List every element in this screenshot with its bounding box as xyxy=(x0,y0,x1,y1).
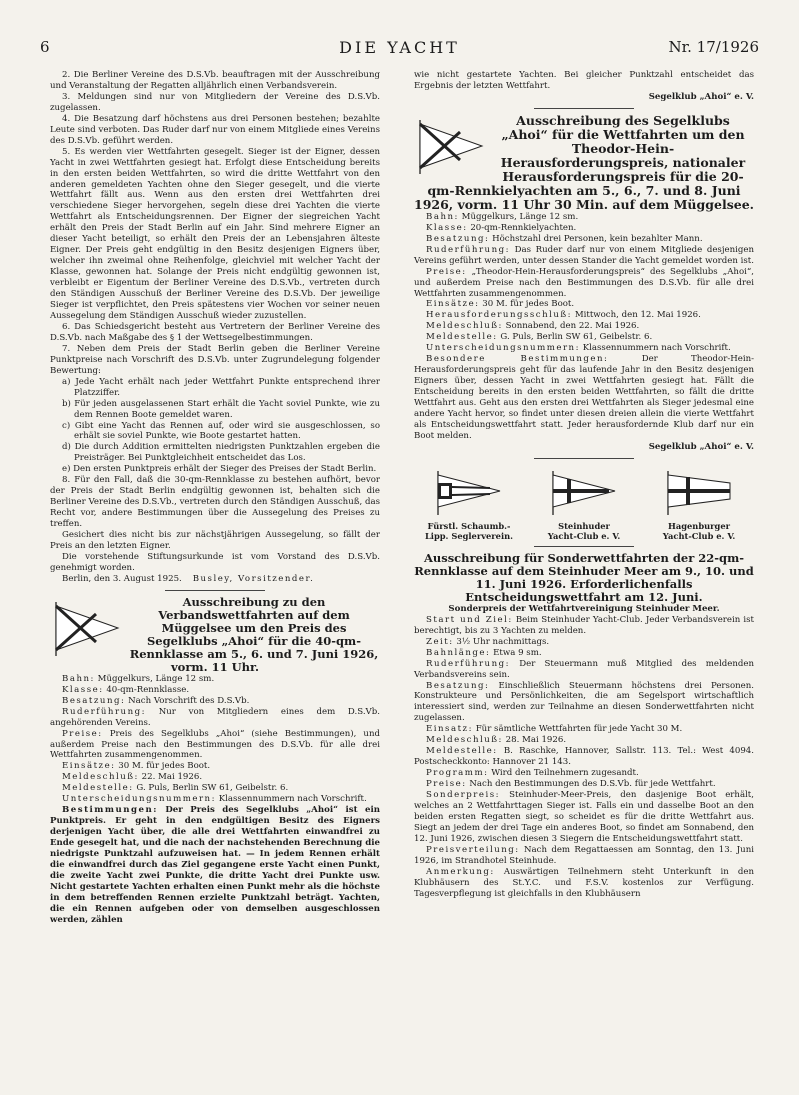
detail-label: Ruderführung: xyxy=(62,706,147,717)
announcement-details xyxy=(50,674,380,805)
detail-line xyxy=(414,212,754,223)
detail-value: Preis des Segelklubs „Ahoi“ (siehe Bestimmungen), und außerdem Preise nach den Bestimmungen des D.S.Vb. für alle drei Wettfahrten zusammengenommen. xyxy=(50,728,380,761)
detail-label: Programm: xyxy=(426,768,489,779)
detail-line xyxy=(414,299,754,310)
detail-line xyxy=(50,674,380,685)
detail-line xyxy=(414,681,754,725)
detail-line xyxy=(50,794,380,805)
flag-caption: Steinhuder xyxy=(558,520,610,531)
detail-label: Klasse: xyxy=(62,684,104,695)
detail-value: G. Puls, Berlin SW 61, Geibelstr. 6. xyxy=(136,783,289,794)
detail-value: 3½ Uhr nachmittags. xyxy=(456,636,550,647)
detail-line xyxy=(414,746,754,768)
detail-line xyxy=(414,245,754,267)
signature: Segelklub „Ahoi“ e. V. xyxy=(648,441,754,452)
detail-label: Ruderführung: xyxy=(426,658,511,669)
page-number: 6 xyxy=(40,38,50,56)
detail-value: Für sämtliche Wettfahrten für jede Yacht 30 M. xyxy=(475,724,683,735)
paragraph: Die vorstehende Stiftungsurkunde ist vom Vorstand des D.S.Vb. genehmigt worden. xyxy=(50,551,380,573)
detail-line xyxy=(414,735,754,746)
detail-label: Zeit: xyxy=(426,636,454,647)
detail-line xyxy=(50,696,380,707)
flag-caption: Fürstl. Schaumb.- xyxy=(427,520,511,531)
detail-label: Meldestelle: xyxy=(426,332,498,343)
detail-label: Meldestelle: xyxy=(426,746,498,757)
divider xyxy=(534,108,634,109)
detail-value: Wird den Teilnehmern zugesandt. xyxy=(491,768,639,779)
detail-line xyxy=(414,223,754,234)
detail-label: Bahn: xyxy=(62,673,95,684)
detail-label: Bahnlänge: xyxy=(426,647,491,658)
detail-line xyxy=(50,761,380,772)
detail-line xyxy=(414,321,754,332)
paragraph: 8. Für den Fall, daß die 30-qm-Rennklasse zu bestehen aufhört, bevor der Preis der Stadt Berlin endgültig gewonnen ist, behalten sich die Berliner Vereine des D.S.Vb., vertreten durch den Ständigen Ausschuß, das Recht vor, andere Bestimmungen über die Aussegelung des Preises zu treffen. xyxy=(50,475,380,530)
detail-label: Ruderführung: xyxy=(426,244,511,255)
detail-label: Unterscheidungsnummern: xyxy=(426,343,580,354)
detail-value: 40-qm-Rennklasse. xyxy=(106,684,190,695)
detail-value: Das Ruder darf nur von einem Mitgliede desjenigen Vereins geführt werden, unter dessen Stander die Yacht gemeldet worden ist. xyxy=(414,244,754,266)
detail-value: 22. Mai 1926. xyxy=(141,772,203,783)
paragraph: 5. Es werden vier Wettfahrten gesegelt. Sieger ist der Eigner, dessen Yacht in zwei Wettfahrten gesiegt hat. Erfolgt diese Entscheidung bereits in den ersten beiden Wettfahrten, so wird die dritte Wettfahrt von den anderen gemeldeten Yachten ohne den Sieger gesegelt, und die vierte Wettfahrt fällt aus. Wenn aus den ersten drei Wettfahrten drei verschiedene Sieger hervorgehen, segeln diese drei Yachten die vierte Wettfahrt als Entscheidungsrennen. Der Eigner der siegreichen Yacht erhält den Preis der Stadt Berlin auf ein Jahr. Sind mehrere Eigner an dieser Yacht beteiligt, so erhält den Preis der an Lebensjahren älteste Eigner. Der Preis geht endgültig in den Besitz desjenigen Eigners über, welcher ihn zweimal ohne Reihenfolge, gleichviel mit welcher Yacht der Klasse, gewonnen hat. Solange der Preis nicht endgültig gewonnen ist, verbleibt er Eigentum der Berliner Vereine des D.S.Vb., vertreten durch den Ständigen Ausschuß der Berliner Vereine des D.S.Vb. Der jeweilige Sieger ist verpflichtet, den Preis spätestens vier Wochen vor seiner neuen Aussegelung dem Ständigen Ausschuß wieder zuzustellen. xyxy=(50,146,380,321)
detail-value: 30 M. für jedes Boot. xyxy=(482,299,575,310)
detail-line xyxy=(414,659,754,681)
detail-label: Meldeschluß: xyxy=(62,772,139,783)
detail-line xyxy=(414,615,754,637)
detail-label: Einsatz: xyxy=(426,724,473,735)
detail-line xyxy=(414,768,754,779)
detail-label: Besondere Bestimmungen: xyxy=(426,354,609,365)
detail-value: Höchstzahl drei Personen, kein bezahlter Mann. xyxy=(492,233,703,244)
detail-value: Nach den Bestimmungen des D.S.Vb. für jede Wettfahrt. xyxy=(469,779,716,790)
detail-label: Preisverteilung: xyxy=(426,844,520,855)
detail-line xyxy=(414,267,754,300)
detail-value: 20-qm-Rennkielyachten. xyxy=(470,222,577,233)
signer: Busley, Vorsitzender. xyxy=(192,573,315,584)
announcement-22qm xyxy=(414,552,754,900)
ahoi-burgee-icon xyxy=(50,598,122,658)
detail-value: Auswärtigen Teilnehmern steht Unterkunft in den Klubhäusern des St.Y.C. und F.S.V. kostenlos zur Verfügung. Tagesverpflegung ist gleichfalls in den Klubhäusern xyxy=(414,866,754,899)
hagenburg-flag-icon xyxy=(664,469,734,517)
left-column xyxy=(50,70,380,926)
detail-value: Nach Vorschrift des D.S.Vb. xyxy=(128,695,250,706)
detail-value: Müggelkurs, Länge 12 sm. xyxy=(97,673,215,684)
detail-value: Mittwoch, den 12. Mai 1926. xyxy=(574,310,701,321)
flag-schaumburg xyxy=(414,469,524,541)
announcement-20qm xyxy=(414,114,754,453)
detail-label: Meldestelle: xyxy=(62,783,134,794)
journal-title: DIE YACHT xyxy=(339,38,460,57)
paragraph: 2. Die Berliner Vereine des D.S.Vb. beauftragen mit der Ausschreibung und Veranstaltung der Regatten alljährlich einen Verbandsverein. xyxy=(50,70,380,91)
detail-label: Preise: xyxy=(426,266,467,277)
detail-label: Besatzung: xyxy=(62,695,126,706)
special-rules xyxy=(50,805,380,925)
detail-line xyxy=(50,685,380,696)
detail-line xyxy=(50,772,380,783)
detail-line xyxy=(414,234,754,245)
paragraph: wie nicht gestartete Yachten. Bei gleicher Punktzahl entscheidet das Ergebnis der letzten Wettfahrt. xyxy=(414,70,754,91)
list-item: b) Für jeden ausgelassenen Start erhält die Yacht soviel Punkte, wie zu dem Rennen Boote gemeldet waren. xyxy=(62,398,380,420)
detail-value: Nach dem Regattaessen am Sonntag, den 13. Juni 1926, im Strandhotel Steinhude. xyxy=(414,844,754,866)
announcement-title: Ausschreibung des Segelklubs „Ahoi“ für die Wettfahrten um den Theodor-Hein-Herausforderungspreis, nationaler Herausforderungspreis für die 20-qm-Rennkielyachten am 5., 6., 7. und 8. Juni 1926, vorm. 11 Uhr 30 Min. auf dem Müggelsee. xyxy=(414,112,754,212)
detail-label: Besatzung: xyxy=(426,233,490,244)
rule-text: Der Preis des Segelklubs „Ahoi“ ist ein Punktpreis. Er geht in den endgültigen Besitz des Eigners derjenigen Yacht über, die alle drei Wettfahrten einwandfrei zu Ende gesegelt hat, und die nach der nachstehenden Berechnung die niedrigste Punktzahl aufzuweisen hat. — In jedem Rennen erhält die einwandfrei durch das Ziel gegangene erste Yacht einen Punkt, die zweite Yacht zwei Punkte, die dritte Yacht drei Punkte usw. Nicht gestartete Yachten erhalten einen Punkt mehr als die höchste in dem betreffenden Rennen erzielte Punktzahl beträgt. Yachten, die ein Rennen aufgeben oder von demselben ausgeschlossen werden, zählen xyxy=(50,805,380,925)
announcement-details xyxy=(414,615,754,900)
detail-value: Steinhuder-Meer-Preis, den dasjenige Boot erhält, welches an 2 Wettfahrttagen Sieger ist. Falls ein und dasselbe Boot an den beiden ersten Regatten siegt, so scheidet es für die dritte Wettfahrt aus. Siegt an jedem der drei Tage ein anderes Boot, so findet am Sonnabend, den 12. Juni 1926, zwischen diesen 3 Siegern die Entscheidungswettfahrt statt. xyxy=(414,790,754,844)
detail-label: Besatzung: xyxy=(426,680,490,691)
detail-label: Meldeschluß: xyxy=(426,321,503,332)
divider xyxy=(165,590,265,591)
detail-value: Klassennummern nach Vorschrift. xyxy=(218,794,367,805)
rule-label: Bestimmungen: xyxy=(62,805,158,816)
signature: Segelklub „Ahoi“ e. V. xyxy=(648,91,754,102)
detail-line xyxy=(414,310,754,321)
detail-line xyxy=(50,729,380,762)
detail-line xyxy=(50,783,380,794)
announcement-details xyxy=(414,212,754,442)
detail-label: Klasse: xyxy=(426,222,468,233)
detail-value: Der Steuermann muß Mitglied des meldenden Verbandsvereins sein. xyxy=(414,658,754,680)
flag-caption: Lipp. Seglerverein. xyxy=(424,530,514,541)
detail-line xyxy=(414,845,754,867)
detail-value: Beim Steinhuder Yacht-Club. Jeder Verbandsverein ist berechtigt, bis zu 3 Yachten zu melden. xyxy=(414,614,754,636)
flag-steinhuder xyxy=(529,469,639,541)
detail-line xyxy=(50,707,380,729)
right-column xyxy=(414,70,754,900)
announcement-subtitle: Sonderpreis der Wettfahrtvereinigung Steinhuder Meer. xyxy=(448,603,720,614)
detail-line xyxy=(414,332,754,343)
list-item: a) Jede Yacht erhält nach jeder Wettfahrt Punkte entsprechend ihrer Platzziffer. xyxy=(62,376,380,398)
date-text: Berlin, den 3. August 1925. xyxy=(62,573,182,584)
paragraph: 4. Die Besatzung darf höchstens aus drei Personen bestehen; bezahlte Leute sind verboten. Das Ruder darf nur von einem Mitgliede eines Vereins des D.S.Vb. geführt werden. xyxy=(50,113,380,146)
detail-label: Unterscheidungsnummern: xyxy=(62,794,216,805)
detail-line xyxy=(414,779,754,790)
detail-line xyxy=(414,637,754,648)
detail-line xyxy=(414,867,754,900)
page-header xyxy=(40,38,759,58)
flag-caption: Yacht-Club e. V. xyxy=(662,530,736,541)
divider xyxy=(534,458,634,459)
detail-value: Einschließlich Steuermann höchstens drei Personen. Konstrukteure und Persönlichkeiten, die am Segelsport wirtschaftlich interessiert sind, werden zur Teilnahme an diesen Sonderwettfahrten nicht zugelassen. xyxy=(414,680,754,724)
flag-caption: Hagenburger xyxy=(668,520,730,531)
detail-value: Müggelkurs, Länge 12 sm. xyxy=(461,211,579,222)
detail-label: Einsätze: xyxy=(426,299,480,310)
detail-value: Nur von Mitgliedern eines dem D.S.Vb. angehörenden Vereins. xyxy=(50,706,380,728)
divider xyxy=(534,546,634,547)
club-flags xyxy=(414,469,754,541)
detail-label: Sonderpreis: xyxy=(426,790,501,801)
detail-label: Preise: xyxy=(426,779,467,790)
ahoi-burgee-icon xyxy=(414,116,486,176)
list-item: c) Gibt eine Yacht das Rennen auf, oder wird sie ausgeschlossen, so erhält sie soviel Punkte, wie Boote gestartet hatten. xyxy=(62,420,380,442)
detail-line xyxy=(414,343,754,354)
detail-value: G. Puls, Berlin SW 61, Geibelstr. 6. xyxy=(500,332,653,343)
steinhuder-flag-icon xyxy=(549,469,619,517)
detail-label: Herausforderungsschluß: xyxy=(426,310,573,321)
paragraph: 7. Neben dem Preis der Stadt Berlin geben die Berliner Vereine Punktpreise nach Vorschrift des D.S.Vb. unter Zugrundelegung folgender Bewertung: xyxy=(50,343,380,376)
dateline xyxy=(50,574,380,585)
schaumburg-flag-icon xyxy=(434,469,504,517)
detail-line xyxy=(414,354,754,442)
detail-value: Etwa 9 sm. xyxy=(493,647,542,658)
flag-hagenburg xyxy=(644,469,754,541)
paragraph: 3. Meldungen sind nur von Mitgliedern der Vereine des D.S.Vb. zugelassen. xyxy=(50,91,380,113)
detail-label: Bahn: xyxy=(426,211,459,222)
detail-value: Der Theodor-Hein-Herausforderungspreis geht für das laufende Jahr in den Besitz desjenigen Eigners über, dessen Yacht in zwei Wettfahrten gesiegt hat. Fällt die Entscheidung bereits in den ersten beiden Wettfahrten, so fällt die dritte Wettfahrt aus. Geht aus den ersten drei Wettfahrten als Sieger jedesmal eine andere Yacht hervor, so findet unter diesen dreien allein die vierte Wettfahrt als Entscheidungswettfahrt statt. Jeder herausfordernde Klub darf nur ein Boot melden. xyxy=(414,354,755,441)
detail-value: Klassennummern nach Vorschrift. xyxy=(582,343,731,354)
paragraph: 6. Das Schiedsgericht besteht aus Vertretern der Berliner Vereine des D.S.Vb. nach Maßgabe des § 1 der Wettsegelbestimmungen. xyxy=(50,321,380,343)
detail-line xyxy=(414,724,754,735)
detail-value: „Theodor-Hein-Herausforderungspreis“ des Segelklubs „Ahoi“, und außerdem Preise nach den Bestimmungen des D.S.Vb. für alle drei Wettfahrten zusammengenommen. xyxy=(414,266,754,299)
detail-value: Sonnabend, den 22. Mai 1926. xyxy=(505,321,640,332)
paragraph: Gesichert dies nicht bis zur nächstjährigen Aussegelung, so fällt der Preis an den letzten Eigner. xyxy=(50,530,380,551)
issue-number: Nr. 17/1926 xyxy=(668,38,759,56)
detail-label: Preise: xyxy=(62,728,103,739)
detail-value: 30 M. für jedes Boot. xyxy=(118,761,211,772)
detail-label: Anmerkung: xyxy=(426,866,495,877)
detail-line xyxy=(414,790,754,845)
detail-value: 28. Mai 1926. xyxy=(505,735,567,746)
detail-label: Einsätze: xyxy=(62,761,116,772)
detail-label: Start und Ziel: xyxy=(426,614,513,625)
list-item: d) Die durch Addition ermittelten niedrigsten Punktzahlen ergeben die Preisträger. Bei Punktgleichheit entscheidet das Los. xyxy=(62,442,380,464)
flag-caption: Yacht-Club e. V. xyxy=(547,530,621,541)
detail-label: Meldeschluß: xyxy=(426,735,503,746)
detail-value: B. Raschke, Hannover, Sallstr. 113. Tel.: West 4094. Postscheckkonto: Hannover 21 143. xyxy=(414,746,754,768)
detail-line xyxy=(414,648,754,659)
announcement-title: Ausschreibung für Sonderwettfahrten der 22-qm-Rennklasse auf dem Steinhuder Meer am 9., 10. und 11. Juni 1926. Erforderlichenfalls Entscheidungswettfahrt am 12. Juni. xyxy=(414,550,754,604)
announcement-40qm xyxy=(50,596,380,926)
list-item: e) Den ersten Punktpreis erhält der Sieger des Preises der Stadt Berlin. xyxy=(62,464,377,475)
announcement-title: Ausschreibung zu den Verbandswettfahrten auf dem Müggelsee um den Preis des Segelklubs „Ahoi“ für die 40-qm-Rennklasse am 5., 6. und 7. Juni 1926, vorm. 11 Uhr. xyxy=(129,594,379,674)
